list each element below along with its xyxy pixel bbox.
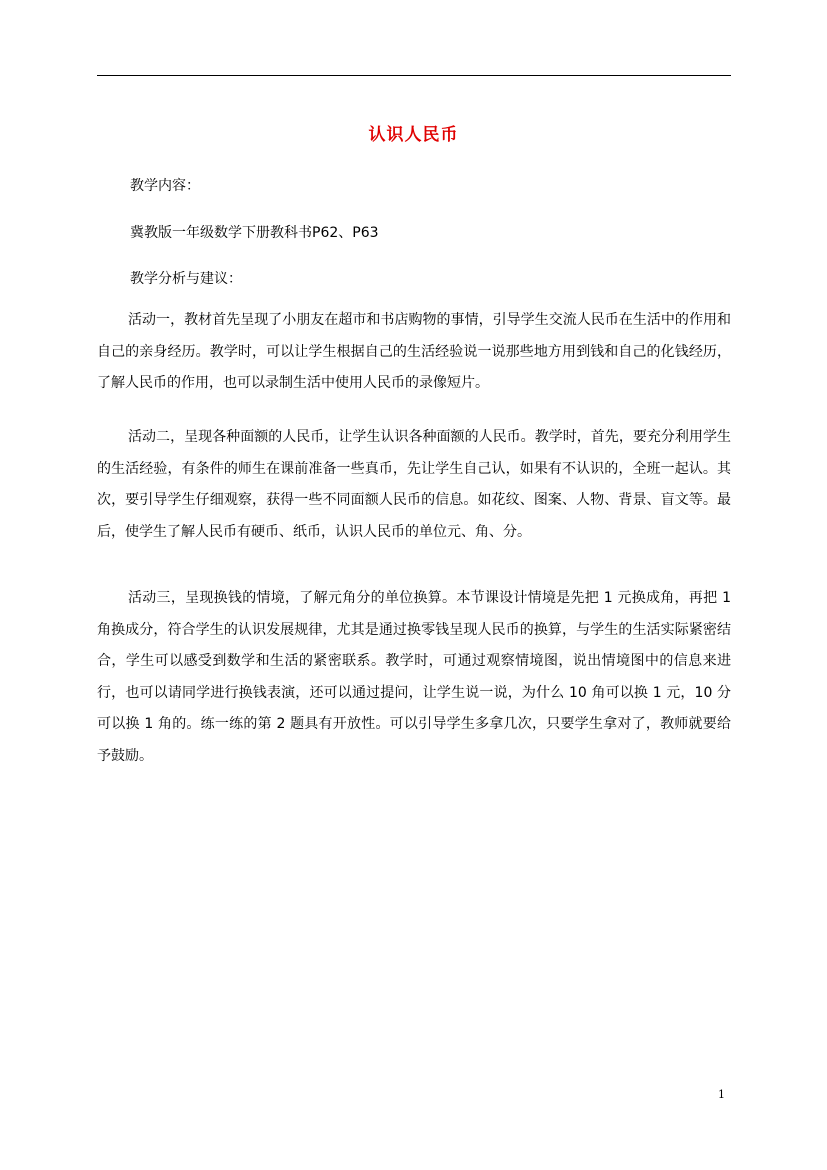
document-title: 认识人民币 <box>368 125 459 145</box>
paragraph-activity-3: 活动三，呈现换钱的情境，了解元角分的单位换算。本节课设计情境是先把 1 元换成角，再把 1 角换成分，符合学生的认识发展规律，尤其是通过换零钱呈现人民币的换算，与学生的生活实际紧密结合，学生可以感受到数学和生活的紧密联系。教学时，可通过观察情境图，说出情境图中的信息来进行，也可以请同学进行换钱表演，还可以通过提问，让学生说一说，为什么 10 角可以换 1 元，10 分可以换 1 角的。练一练的第 2 题具有开放性。可以引导学生多拿几次，只要学生拿对了，教师就要给予鼓励。 <box>97 590 731 764</box>
content-heading: 教学内容： <box>130 178 200 194</box>
textbook-reference: 冀教版一年级数学下册教科书P62、P63 <box>130 225 379 241</box>
paragraph-activity-1: 活动一，教材首先呈现了小朋友在超市和书店购物的事情，引导学生交流人民币在生活中的作用和自己的亲身经历。教学时，可以让学生根据自己的生活经验说一说那些地方用到钱和自己的化钱经历，了解人民币的作用，也可以录制生活中使用人民币的录像短片。 <box>97 312 731 391</box>
header-rule <box>97 75 731 76</box>
paragraph-activity-2: 活动二，呈现各种面额的人民币，让学生认识各种面额的人民币。教学时，首先，要充分利用学生的生活经验，有条件的师生在课前准备一些真币，先让学生自己认，如果有不认识的，全班一起认。其次，要引导学生仔细观察，获得一些不同面额人民币的信息。如花纹、图案、人物、背景、盲文等。最后，使学生了解人民币有硬币、纸币，认识人民币的单位元、角、分。 <box>97 429 731 540</box>
analysis-heading: 教学分析与建议： <box>130 271 242 287</box>
page-number: 1 <box>718 1088 725 1101</box>
